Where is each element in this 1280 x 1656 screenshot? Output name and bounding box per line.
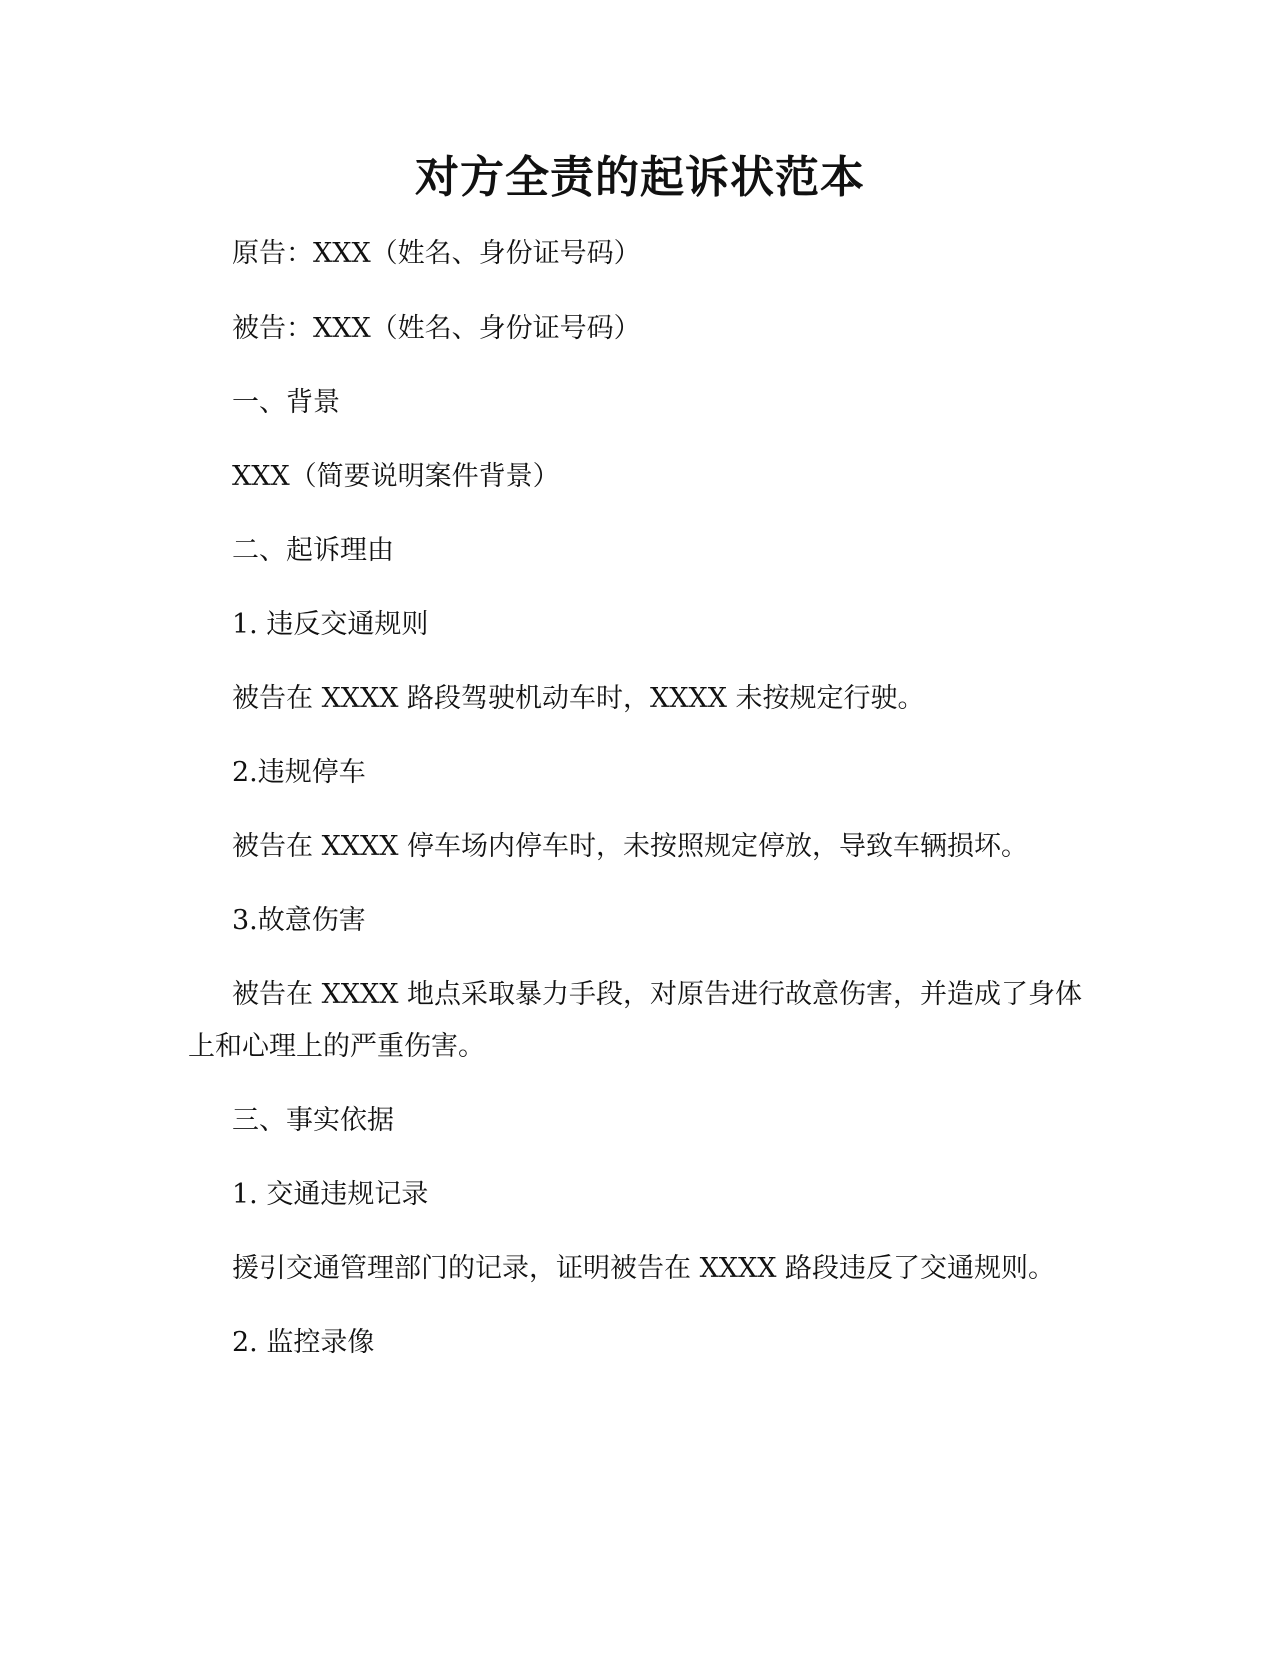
fact-2-heading: 2. 监控录像 bbox=[232, 1327, 375, 1358]
reason-3-heading: 3.故意伤害 bbox=[232, 905, 366, 936]
reason-3-text: 被告在 XXXX 地点采取暴力手段，对原告进行故意伤害，并造成了身体上和心理上的严重伤害。 bbox=[188, 979, 1083, 1062]
defendant-line: 被告：XXX（姓名、身份证号码） bbox=[232, 313, 641, 344]
document-title: 对方全责的起诉状范本 bbox=[415, 152, 865, 203]
fact-1-heading: 1. 交通违规记录 bbox=[232, 1179, 429, 1210]
reason-2-text: 被告在 XXXX 停车场内停车时，未按照规定停放，导致车辆损坏。 bbox=[232, 831, 1029, 862]
section-heading-facts: 三、事实依据 bbox=[232, 1105, 394, 1136]
reason-2-heading: 2.违规停车 bbox=[232, 757, 366, 788]
reason-1-heading: 1. 违反交通规则 bbox=[232, 609, 429, 640]
background-text: XXX（简要说明案件背景） bbox=[232, 461, 560, 492]
reason-1-text: 被告在 XXXX 路段驾驶机动车时，XXXX 未按规定行驶。 bbox=[232, 683, 925, 714]
section-heading-background: 一、背景 bbox=[232, 387, 340, 418]
section-heading-reasons: 二、起诉理由 bbox=[232, 535, 394, 566]
fact-1-text: 援引交通管理部门的记录，证明被告在 XXXX 路段违反了交通规则。 bbox=[232, 1253, 1056, 1284]
plaintiff-line: 原告：XXX（姓名、身份证号码） bbox=[232, 238, 641, 269]
